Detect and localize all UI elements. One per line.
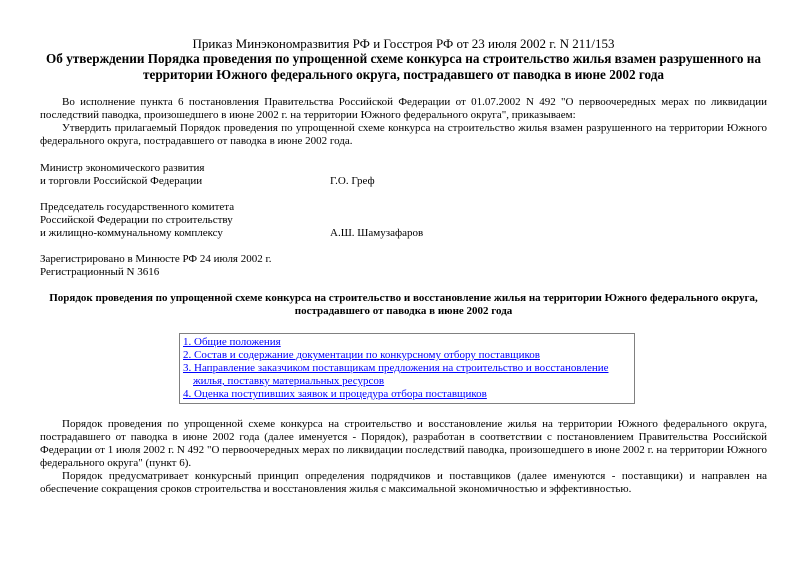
toc-link-proposals-line-1[interactable]: 3. Направление заказчиком поставщикам предложения на строительство и восстановление bbox=[183, 362, 609, 374]
registration-line-1: Зарегистрировано в Минюсте РФ 24 июля 2002 г. bbox=[40, 253, 272, 265]
order-title-line-2: пострадавшего от паводка в июне 2002 года bbox=[294, 305, 513, 317]
registration-info bbox=[40, 253, 767, 279]
intro-paragraph-2-line-2: федерального округа, пострадавшего от паводка в июне 2002 года. bbox=[40, 135, 353, 147]
intro-paragraph-1 bbox=[40, 96, 767, 122]
body-paragraph-1-line-2: пострадавшего от паводка в июне 2002 года (далее именуется - Порядок), разработан в соответствии с постановлением Правительства Российской bbox=[40, 431, 767, 443]
toc-link-proposals-line-2[interactable]: жилья, поставку материальных ресурсов bbox=[193, 375, 385, 387]
body-paragraph-1 bbox=[40, 418, 767, 470]
intro-paragraph-2-line-1: Утвердить прилагаемый Порядок проведения по упрощенной схеме конкурса на строительство жилья взамен разрушенного на территории Южного bbox=[62, 122, 767, 134]
chair-title-line-2: Российской Федерации по строительству bbox=[40, 214, 233, 226]
chair-name: А.Ш. Шамузафаров bbox=[330, 227, 424, 239]
order-title bbox=[40, 292, 767, 318]
body-paragraph-1-line-3: Федерации от 1 июля 2002 г. N 492 "О первоочередных мерах по ликвидации последствий паводка, произошедшего в июне 2002 г. на территории bbox=[40, 444, 725, 456]
registration-line-2: Регистрационный N 3616 bbox=[40, 266, 160, 278]
toc-link-general-provisions[interactable]: 1. Общие положения bbox=[183, 336, 281, 348]
body-paragraph-2 bbox=[40, 470, 767, 496]
intro-paragraph-2 bbox=[40, 122, 767, 148]
toc-link-documentation[interactable]: 2. Состав и содержание документации по конкурсному отбору поставщиков bbox=[183, 349, 540, 361]
body-paragraph-1-line-1: Порядок проведения по упрощенной схеме конкурса на строительство и восстановление жилья на территории Южного федерального округа, bbox=[62, 418, 767, 430]
table-of-contents bbox=[179, 333, 635, 404]
toc-link-evaluation[interactable]: 4. Оценка поступивших заявок и процедура отбора поставщиков bbox=[183, 388, 487, 400]
intro-paragraph-1-line-2: последствий паводка, произошедшего в июне 2002 г. на территории Южного федерального округа", приказываем: bbox=[40, 109, 576, 121]
minister-title-line-2: и торговли Российской Федерации bbox=[40, 175, 203, 187]
document-title-line-1: Об утверждении Порядка проведения по упрощенной схеме конкурса на строительство жилья взамен разрушенного на bbox=[46, 51, 761, 66]
minister-title-line-1: Министр экономического развития bbox=[40, 162, 205, 174]
body-paragraph-2-line-2: обеспечение сокращения сроков строительства и восстановления жилья с максимальной экономичностью и эффективностью. bbox=[40, 483, 632, 495]
order-title-line-1: Порядок проведения по упрощенной схеме конкурса на строительство и восстановление жилья на территории Южного федерального округа, bbox=[49, 292, 758, 304]
minister-signature bbox=[40, 162, 767, 188]
body-paragraph-2-line-1: Порядок предусматривает конкурсный принцип определения подрядчиков и поставщиков (далее именуются - поставщики) и направлен на bbox=[62, 470, 767, 482]
document-title bbox=[40, 51, 767, 83]
intro-paragraph-1-line-1: Во исполнение пункта 6 постановления Правительства Российской Федерации от 01.07.2002 N 492 "О первоочередных мерах по ликвидации bbox=[62, 96, 767, 108]
chair-title-line-1: Председатель государственного комитета bbox=[40, 201, 235, 213]
toc-link-proposals[interactable] bbox=[183, 362, 631, 388]
document-header: Приказ Минэкономразвития РФ и Госстроя РФ от 23 июля 2002 г. N 211/153 bbox=[192, 36, 615, 51]
document-title-line-2: территории Южного федерального округа, пострадавшего от паводка в июне 2002 года bbox=[142, 67, 665, 82]
document-page bbox=[40, 36, 767, 496]
body-paragraph-1-line-4: Южного федерального округа" (пункт 6). bbox=[40, 444, 768, 469]
chair-title-line-3: и жилищно-коммунальному комплексу bbox=[40, 227, 223, 239]
chair-signature bbox=[40, 201, 767, 240]
minister-name: Г.О. Греф bbox=[330, 175, 375, 187]
